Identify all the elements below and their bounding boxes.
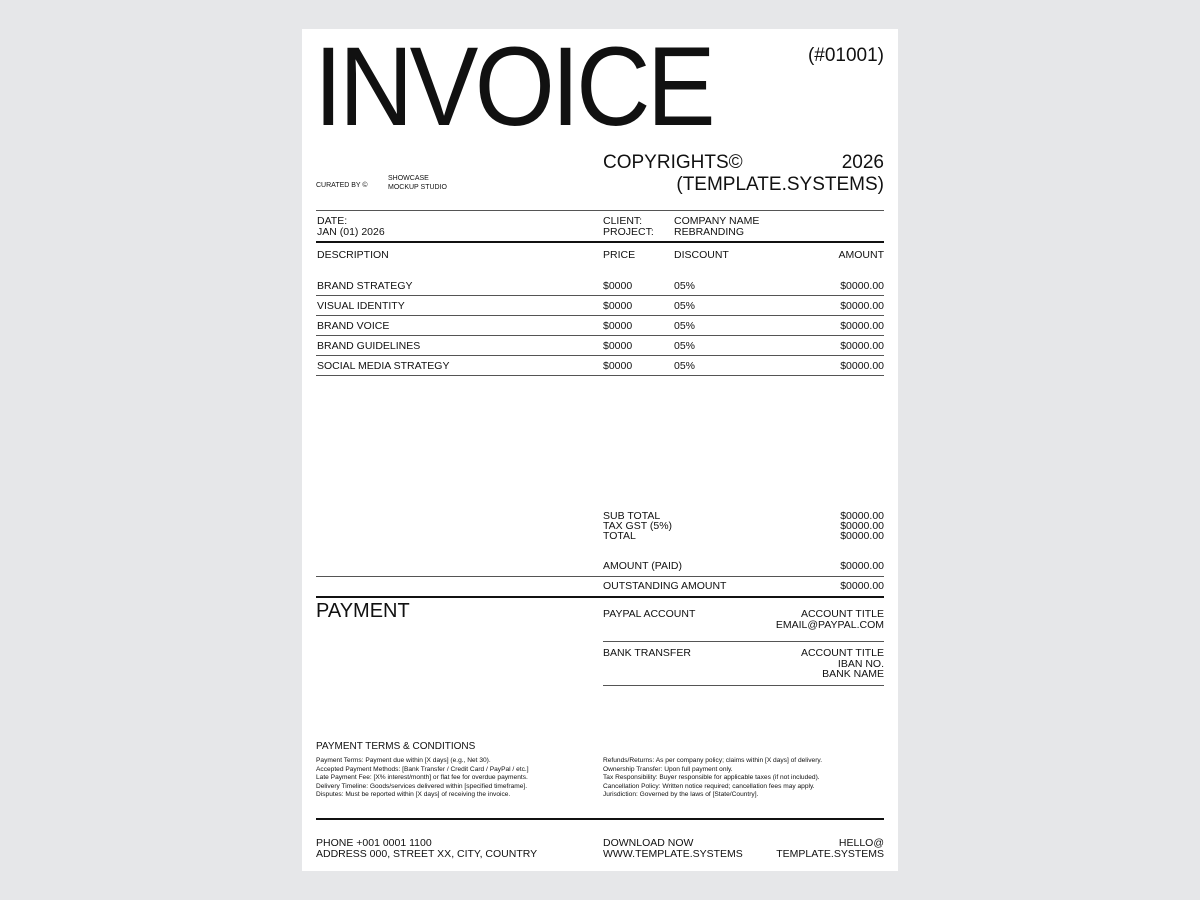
row-amount: $0000.00 [840, 320, 884, 332]
client-value: COMPANY NAME [674, 215, 760, 227]
row-amount: $0000.00 [840, 280, 884, 292]
paypal-details [776, 609, 884, 630]
tax-value: $0000.00 [840, 519, 884, 532]
paid-value: $0000.00 [840, 560, 884, 572]
column-header-price: PRICE [603, 249, 636, 261]
footer-address: ADDRESS 000, STREET XX, CITY, COUNTRY [316, 847, 538, 860]
divider [316, 210, 884, 211]
footer-email-line-1: HELLO@ [838, 837, 884, 849]
column-header-description: DESCRIPTION [317, 249, 389, 261]
footer-email[interactable] [776, 838, 884, 859]
outstanding-label: OUTSTANDING AMOUNT [603, 580, 727, 592]
outstanding-value: $0000.00 [840, 580, 884, 592]
studio-line-2: MOCKUP STUDIO [388, 184, 447, 191]
studio-credit [388, 174, 447, 192]
row-price: $0000 [603, 320, 633, 332]
divider [316, 576, 884, 577]
row-description: BRAND STRATEGY [317, 280, 413, 292]
date-label: DATE: [317, 215, 348, 227]
payment-heading: PAYMENT [316, 600, 410, 622]
row-amount: $0000.00 [840, 340, 884, 352]
row-amount: $0000.00 [840, 360, 884, 372]
terms-line: Late Payment Fee: [X% interest/month] or flat fee for overdue payments. [316, 774, 528, 781]
copyright-label: COPYRIGHTS© [603, 152, 743, 173]
bank-account-title: ACCOUNT TITLE [800, 647, 884, 659]
terms-line: Jurisdiction: Governed by the laws of [State/Country]. [603, 791, 759, 798]
totals-labels [603, 512, 672, 541]
footer-phone: PHONE +001 0001 1100 [316, 837, 432, 849]
total-label: TOTAL [603, 529, 636, 542]
copyright-site: (TEMPLATE.SYSTEMS) [676, 174, 884, 195]
divider-thick [316, 596, 884, 598]
row-discount: 05% [674, 280, 696, 292]
divider [603, 685, 884, 686]
terms-left [316, 757, 529, 800]
footer-download [603, 838, 743, 859]
tax-label: TAX GST (5%) [603, 519, 673, 532]
row-description: BRAND GUIDELINES [317, 340, 421, 352]
row-discount: 05% [674, 320, 696, 332]
invoice-number: (#01001) [807, 45, 884, 66]
paid-label: AMOUNT (PAID) [603, 560, 682, 572]
table-row [317, 316, 884, 336]
divider-thick [316, 241, 884, 243]
subtotal-label: SUB TOTAL [603, 510, 661, 522]
terms-line: Cancellation Policy: Written notice required; cancellation fees may apply. [603, 782, 815, 790]
subtotal-value: $0000.00 [840, 510, 884, 522]
terms-line: Payment Terms: Payment due within [X days] (e.g., Net 30). [316, 757, 491, 764]
row-divider [316, 375, 884, 376]
copyright-year: 2026 [841, 152, 884, 173]
invoice-title: INVOICE [314, 24, 712, 149]
row-discount: 05% [674, 300, 696, 312]
client-values [674, 216, 759, 237]
row-price: $0000 [603, 280, 633, 292]
terms-heading: PAYMENT TERMS & CONDITIONS [316, 741, 476, 752]
terms-right [603, 757, 822, 800]
row-price: $0000 [603, 360, 633, 372]
footer-email-line-2: TEMPLATE.SYSTEMS [776, 847, 884, 860]
date-block [317, 216, 385, 237]
terms-line: Refunds/Returns: As per company policy; claims within [X days] of delivery. [603, 757, 823, 764]
divider-thick [316, 818, 884, 820]
totals-values [840, 512, 884, 541]
client-labels [603, 216, 654, 237]
terms-line: Disputes: Must be reported within [X days] of receiving the invoice. [316, 791, 511, 798]
date-value: JAN (01) 2026 [317, 225, 385, 238]
curated-by: CURATED BY © [316, 182, 368, 189]
table-row [317, 276, 884, 296]
studio-line-1: SHOWCASE [388, 175, 429, 182]
footer-download-label: DOWNLOAD NOW [603, 837, 694, 849]
bank-iban: IBAN NO. [837, 657, 884, 670]
row-description: BRAND VOICE [317, 320, 390, 332]
paypal-account-title: ACCOUNT TITLE [800, 608, 884, 620]
row-description: VISUAL IDENTITY [317, 300, 405, 312]
row-discount: 05% [674, 340, 696, 352]
paypal-label: PAYPAL ACCOUNT [603, 608, 696, 620]
bank-label: BANK TRANSFER [603, 647, 691, 659]
terms-line: Tax Responsibility: Buyer responsible for applicable taxes (if not included). [603, 774, 820, 781]
divider [603, 641, 884, 642]
footer-contact [316, 838, 537, 859]
row-amount: $0000.00 [840, 300, 884, 312]
column-header-amount: AMOUNT [838, 249, 884, 261]
total-value: $0000.00 [840, 529, 884, 542]
bank-details [801, 648, 884, 680]
row-discount: 05% [674, 360, 696, 372]
project-value: REBRANDING [674, 225, 745, 238]
terms-line: Ownership Transfer: Upon full payment only. [603, 765, 733, 773]
project-label: PROJECT: [603, 225, 654, 238]
table-row [317, 296, 884, 316]
footer-website-link[interactable]: WWW.TEMPLATE.SYSTEMS [603, 847, 743, 860]
table-row [317, 336, 884, 356]
table-row [317, 356, 884, 376]
column-header-discount: DISCOUNT [674, 249, 729, 261]
invoice-page [302, 24, 898, 871]
terms-line: Accepted Payment Methods: [Bank Transfer / Credit Card / PayPal / etc.] [316, 765, 529, 773]
paypal-email: EMAIL@PAYPAL.COM [775, 618, 884, 631]
terms-line: Delivery Timeline: Goods/services delivered within [specified timeframe]. [316, 782, 528, 790]
row-price: $0000 [603, 340, 633, 352]
row-price: $0000 [603, 300, 633, 312]
row-description: SOCIAL MEDIA STRATEGY [317, 360, 450, 372]
client-label: CLIENT: [603, 215, 643, 227]
bank-name: BANK NAME [822, 668, 884, 680]
